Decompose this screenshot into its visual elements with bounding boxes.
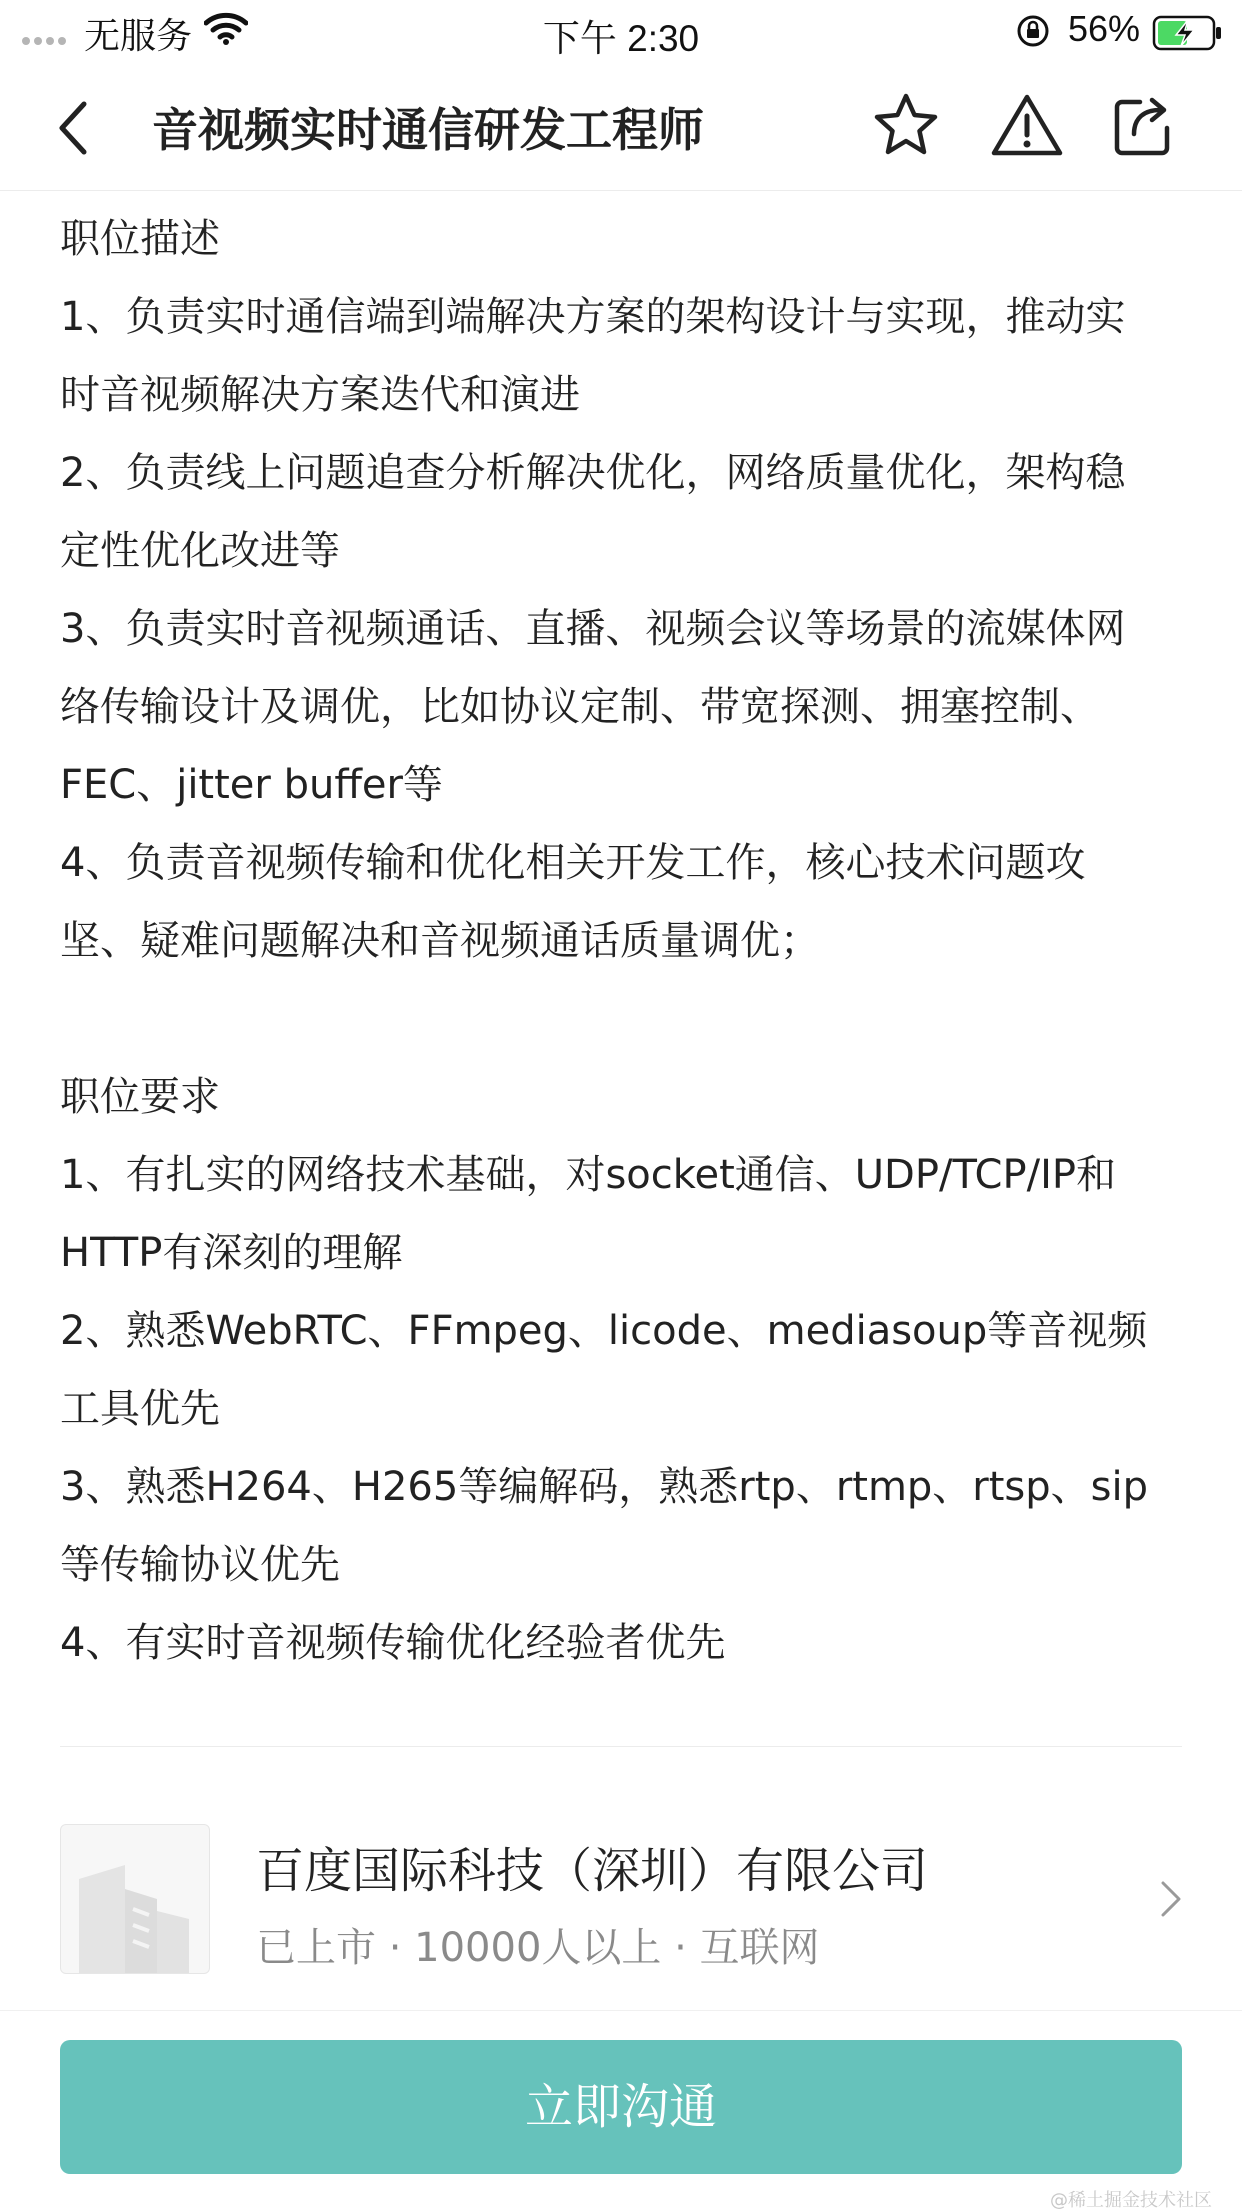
job-requirement-line: HTTP有深刻的理解 [60, 1230, 403, 1276]
star-icon[interactable] [872, 92, 940, 162]
battery-percent: 56% [1068, 8, 1141, 49]
job-requirements-title: 职位要求 [60, 1074, 220, 1120]
job-description-line: 时音视频解决方案迭代和演进 [60, 372, 580, 418]
job-description-line: FEC、jitter buffer等 [60, 762, 443, 808]
job-requirement-line: 3、熟悉H264、H265等编解码，熟悉rtp、rtmp、rtsp、sip [60, 1464, 1149, 1510]
job-requirement-line: 工具优先 [60, 1386, 220, 1432]
job-detail-content [60, 200, 1190, 1682]
job-description-line: 络传输设计及调优，比如协议定制、带宽探测、拥塞控制、 [60, 684, 1100, 730]
carrier-label: 无服务 [84, 16, 193, 57]
job-description-line: 4、负责音视频传输和优化相关开发工作，核心技术问题攻 [60, 840, 1086, 886]
company-name: 百度国际科技（深圳）有限公司 [256, 1843, 929, 1899]
orientation-lock-icon [1016, 14, 1050, 52]
status-time: 下午 2:30 [542, 18, 700, 59]
job-requirement-line: 等传输协议优先 [60, 1542, 340, 1588]
company-meta: 已上市 · 10000人以上 · 互联网 [256, 1925, 820, 1971]
company-logo [60, 1824, 210, 1974]
footer-divider [0, 2010, 1242, 2011]
job-description-line: 1、负责实时通信端到端解决方案的架构设计与实现，推动实 [60, 294, 1126, 340]
page-title: 音视频实时通信研发工程师 [152, 103, 704, 157]
company-card[interactable] [60, 1824, 1182, 1974]
warning-icon[interactable] [990, 92, 1064, 162]
chat-now-button[interactable]: 立即沟通 [60, 2040, 1182, 2174]
job-requirement-line: 1、有扎实的网络技术基础，对socket通信、UDP/TCP/IP和 [60, 1152, 1116, 1198]
share-icon[interactable] [1112, 92, 1174, 162]
job-requirement-line: 2、熟悉WebRTC、FFmpeg、licode、mediasoup等音视频 [60, 1308, 1148, 1354]
nav-bar [0, 62, 1242, 191]
job-description-line: 2、负责线上问题追查分析解决优化，网络质量优化，架构稳 [60, 450, 1126, 496]
job-description-line: 3、负责实时音视频通话、直播、视频会议等场景的流媒体网 [60, 606, 1126, 652]
job-requirement-line: 4、有实时音视频传输优化经验者优先 [60, 1620, 726, 1666]
status-bar [0, 0, 1242, 62]
back-icon[interactable] [54, 98, 94, 158]
section-spacer [60, 980, 1190, 1058]
job-description-line: 定性优化改进等 [60, 528, 340, 574]
divider [60, 1746, 1182, 1747]
battery-icon [1152, 15, 1224, 55]
chevron-right-icon[interactable] [1160, 1880, 1182, 1922]
job-description-title: 职位描述 [60, 216, 220, 262]
job-description-line: 坚、疑难问题解决和音视频通话质量调优； [60, 918, 820, 964]
watermark: @稀土掘金技术社区 [1050, 2190, 1212, 2211]
